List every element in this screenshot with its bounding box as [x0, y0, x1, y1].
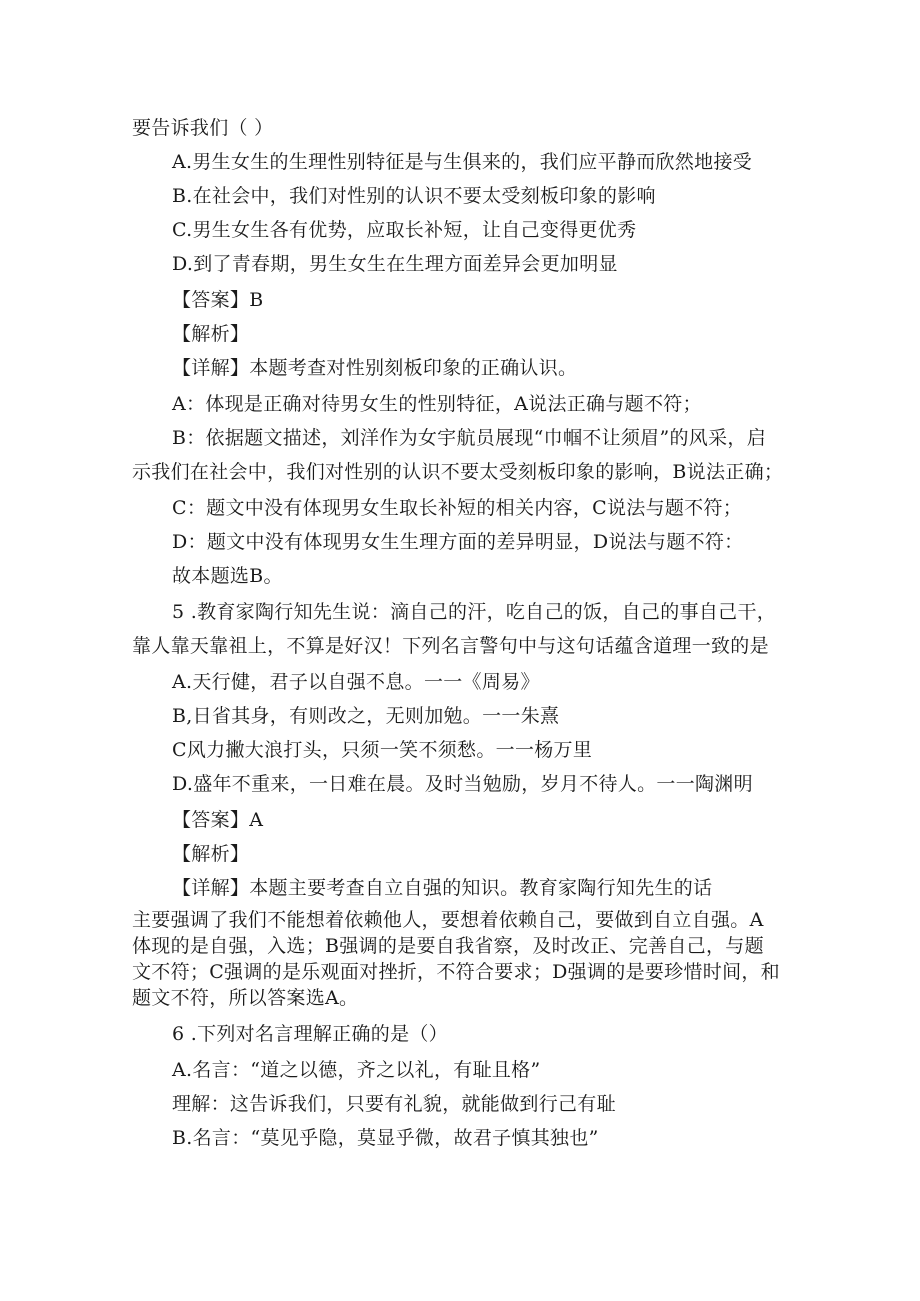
q5-option-a: A.天行健，君子以自强不息。一一《周易》: [172, 671, 540, 693]
explanation-d: D：题文中没有体现男女生生理方面的差异明显，D说法与题不符：: [172, 531, 744, 553]
q5-answer-label: 【答案】A: [172, 809, 264, 831]
q5-explanation-line-4: 文不符；C强调的是乐观面对挫折，不符合要求；D强调的是要珍惜时间，和: [132, 961, 780, 983]
option-a: A.男生女生的生理性别特征是与生俱来的，我们应平静而欣然地接受: [172, 151, 753, 173]
explanation-b-continued: 示我们在社会中，我们对性别的认识不要太受刻板印象的影响，B说法正确；: [132, 461, 784, 483]
question-5-stem: 5 .教育家陶行知先生说：滴自己的汗，吃自己的饭，自己的事自己干，: [172, 601, 777, 623]
q5-explanation-heading: 【详解】本题主要考查自立自强的知识。教育家陶行知先生的话: [172, 877, 713, 899]
question-stem-continuation: 要告诉我们（ ）: [132, 117, 274, 139]
q6-option-b-quote: B.名言：“莫见乎隐，莫显乎微，故君子慎其独也”: [172, 1127, 599, 1149]
question-6-stem: 6 .下列对名言理解正确的是（）: [172, 1023, 448, 1045]
option-d: D.到了青春期，男生女生在生理方面差异会更加明显: [172, 253, 618, 275]
conclusion: 故本题选B。: [172, 565, 283, 587]
q6-option-a-interpretation: 理解：这告诉我们，只要有礼貌，就能做到行己有耻: [172, 1093, 616, 1115]
q5-option-c: C风力撇大浪打头，只须一笑不须愁。一一杨万里: [172, 739, 593, 761]
question-5-stem-continued: 靠人靠天靠祖上，不算是好汉！下列名言警句中与这句话蕴含道理一致的是: [132, 635, 769, 657]
q5-explanation-line-5: 题文不符，所以答案选A。: [132, 987, 359, 1009]
q5-option-d: D.盛年不重来，一日难在晨。及时当勉励，岁月不待人。一一陶渊明: [172, 773, 753, 795]
q5-option-b: B,日省其身，有则改之，无则加勉。一一朱熹: [172, 705, 560, 727]
analysis-label: 【解析】: [172, 323, 250, 345]
q5-analysis-label: 【解析】: [172, 843, 250, 865]
explanation-a: A：体现是正确对待男女生的性别特征，A说法正确与题不符；: [172, 393, 702, 415]
explanation-b: B：依据题文描述，刘洋作为女宇航员展现“巾帼不让须眉”的风采，启: [172, 427, 766, 449]
explanation-c: C：题文中没有体现男女生取长补短的相关内容，C说法与题不符；: [172, 497, 743, 519]
answer-label: 【答案】B: [172, 289, 264, 311]
option-b: B.在社会中，我们对性别的认识不要太受刻板印象的影响: [172, 185, 656, 207]
q5-explanation-line-3: 体现的是自强，入选；B强调的是要自我省察，及时改正、完善自己，与题: [132, 935, 764, 957]
option-c: C.男生女生各有优势，应取长补短，让自己变得更优秀: [172, 219, 637, 241]
q5-explanation-line-2: 主要强调了我们不能想着依赖他人，要想着依赖自己，要做到自立自强。A: [132, 909, 764, 931]
q6-option-a-quote: A.名言：“道之以德，齐之以礼，有耻且格”: [172, 1059, 541, 1081]
explanation-heading: 【详解】本题考查对性别刻板印象的正确认识。: [172, 357, 578, 379]
